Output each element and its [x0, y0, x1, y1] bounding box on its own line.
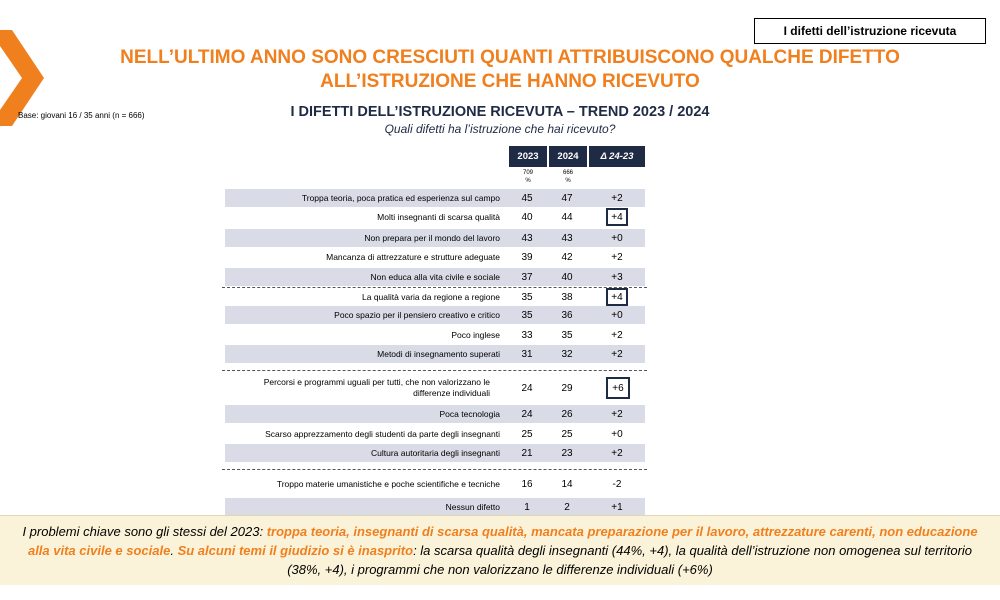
value-delta: +2 [611, 329, 623, 341]
value-2023: 31 [521, 348, 533, 360]
table-row [225, 208, 645, 226]
footer-text: . [170, 543, 178, 558]
table-row [225, 306, 645, 324]
table-row [225, 248, 645, 266]
row-label: Molti insegnanti di scarsa qualità [377, 211, 500, 222]
row-label: Poco spazio per il pensiero creativo e critico [334, 309, 500, 320]
value-2024: 2 [564, 501, 570, 513]
footer-highlight: Su alcuni temi il giudizio si è inasprito [177, 543, 414, 558]
base-count-2023: 709 % [522, 170, 533, 184]
row-label: Metodi di insegnamento superati [377, 348, 500, 359]
row-label: Scarso apprezzamento degli studenti da parte degli insegnanti [265, 428, 500, 439]
value-2023: 37 [521, 271, 533, 283]
value-2024: 35 [561, 329, 573, 341]
value-delta: +3 [611, 271, 623, 283]
table-row [225, 268, 645, 286]
base-note: Base: giovani 16 / 35 anni (n = 666) [18, 111, 145, 120]
table-row [225, 229, 645, 247]
value-2023: 35 [521, 291, 533, 303]
value-2023: 21 [521, 447, 533, 459]
value-delta: +0 [611, 232, 623, 244]
value-2023: 16 [521, 478, 533, 490]
value-2023: 43 [521, 232, 533, 244]
row-label: Non prepara per il mondo del lavoro [364, 232, 500, 243]
value-2023: 35 [521, 309, 533, 321]
row-label: Non educa alla vita civile e sociale [370, 271, 500, 282]
value-2023: 24 [521, 382, 533, 394]
column-header-delta: Δ 24-23 [589, 146, 645, 167]
value-2023: 33 [521, 329, 533, 341]
value-2023: 40 [521, 211, 533, 223]
table-row [225, 425, 645, 443]
value-2024: 40 [561, 271, 573, 283]
footer-text: I problemi chiave sono gli stessi del 2023: [22, 524, 267, 539]
table-row [225, 475, 645, 493]
row-label: Percorsi e programmi uguali per tutti, che non valorizzano le differenze individuali [263, 377, 490, 398]
row-label: Troppa teoria, poca pratica ed esperienza sul campo [301, 192, 500, 203]
value-2024: 25 [561, 428, 573, 440]
value-2024: 23 [561, 447, 573, 459]
row-label: Poco inglese [451, 329, 500, 340]
value-delta: +0 [611, 428, 623, 440]
value-delta: -2 [612, 478, 622, 490]
group-separator [222, 469, 647, 470]
value-2023: 1 [524, 501, 530, 513]
column-header-2023: 2023 [509, 146, 547, 167]
value-2024: 38 [561, 291, 573, 303]
table-row [225, 498, 645, 516]
footer-text: : la scarsa qualità degli insegnanti (44%, +4), la qualità dell’istruzione non omogenea sul territorio (38%, +4), i programmi che non valorizzano le differenze individuali (+6%) [287, 543, 973, 577]
value-2024: 44 [561, 211, 573, 223]
summary-footer [0, 515, 1000, 585]
value-delta: +2 [611, 447, 623, 459]
table-row [225, 405, 645, 423]
footer-highlight: troppa teoria, insegnanti di scarsa qualità, mancata preparazione per il lavoro, attrezzature carenti, non educazione alla vita civile e sociale [27, 524, 978, 558]
table-row [225, 189, 645, 207]
value-delta: +2 [611, 408, 623, 420]
value-2024: 36 [561, 309, 573, 321]
row-label: Poca tecnologia [439, 408, 500, 419]
row-label: La qualità varia da regione a regione [362, 291, 500, 302]
value-2024: 32 [561, 348, 573, 360]
table-row [225, 288, 645, 306]
chart-subtitle: I DIFETTI DELL’ISTRUZIONE RICEVUTA – TREND 2023 / 2024 [290, 104, 710, 120]
column-header-2024: 2024 [549, 146, 587, 167]
page-title: NELL’ULTIMO ANNO SONO CRESCIUTI QUANTI ATTRIBUISCONO QUALCHE DIFETTO ALL’ISTRUZIONE CHE HANNO RICEVUTO [120, 47, 900, 92]
value-delta-highlighted: +6 [606, 377, 630, 399]
value-2024: 47 [561, 192, 573, 204]
value-delta: +2 [611, 192, 623, 204]
value-2024: 29 [561, 382, 573, 394]
table-row [225, 444, 645, 462]
value-2023: 24 [521, 408, 533, 420]
row-label: Nessun difetto [445, 501, 500, 512]
table-row [225, 345, 645, 363]
value-2024: 26 [561, 408, 573, 420]
value-delta: +0 [611, 309, 623, 321]
header-tag: I difetti dell’istruzione ricevuta [754, 18, 986, 44]
row-label: Cultura autoritaria degli insegnanti [371, 447, 500, 458]
value-delta-highlighted: +4 [606, 288, 628, 306]
value-delta-highlighted: +4 [606, 208, 628, 226]
value-2024: 43 [561, 232, 573, 244]
row-label: Troppo materie umanistiche e poche scientifiche e tecniche [276, 478, 500, 489]
row-label: Mancanza di attrezzature e strutture adeguate [326, 251, 500, 262]
value-2024: 42 [561, 251, 573, 263]
value-2023: 39 [521, 251, 533, 263]
group-separator [222, 370, 647, 371]
value-delta: +2 [611, 251, 623, 263]
survey-question: Quali difetti ha l’istruzione che hai ricevuto? [384, 122, 616, 136]
value-delta: +1 [611, 501, 623, 513]
value-delta: +2 [611, 348, 623, 360]
table-row [225, 326, 645, 344]
value-2023: 25 [521, 428, 533, 440]
value-2023: 45 [521, 192, 533, 204]
value-2024: 14 [561, 478, 573, 490]
table-row [225, 374, 645, 402]
base-count-2024: 666 % [562, 170, 573, 184]
